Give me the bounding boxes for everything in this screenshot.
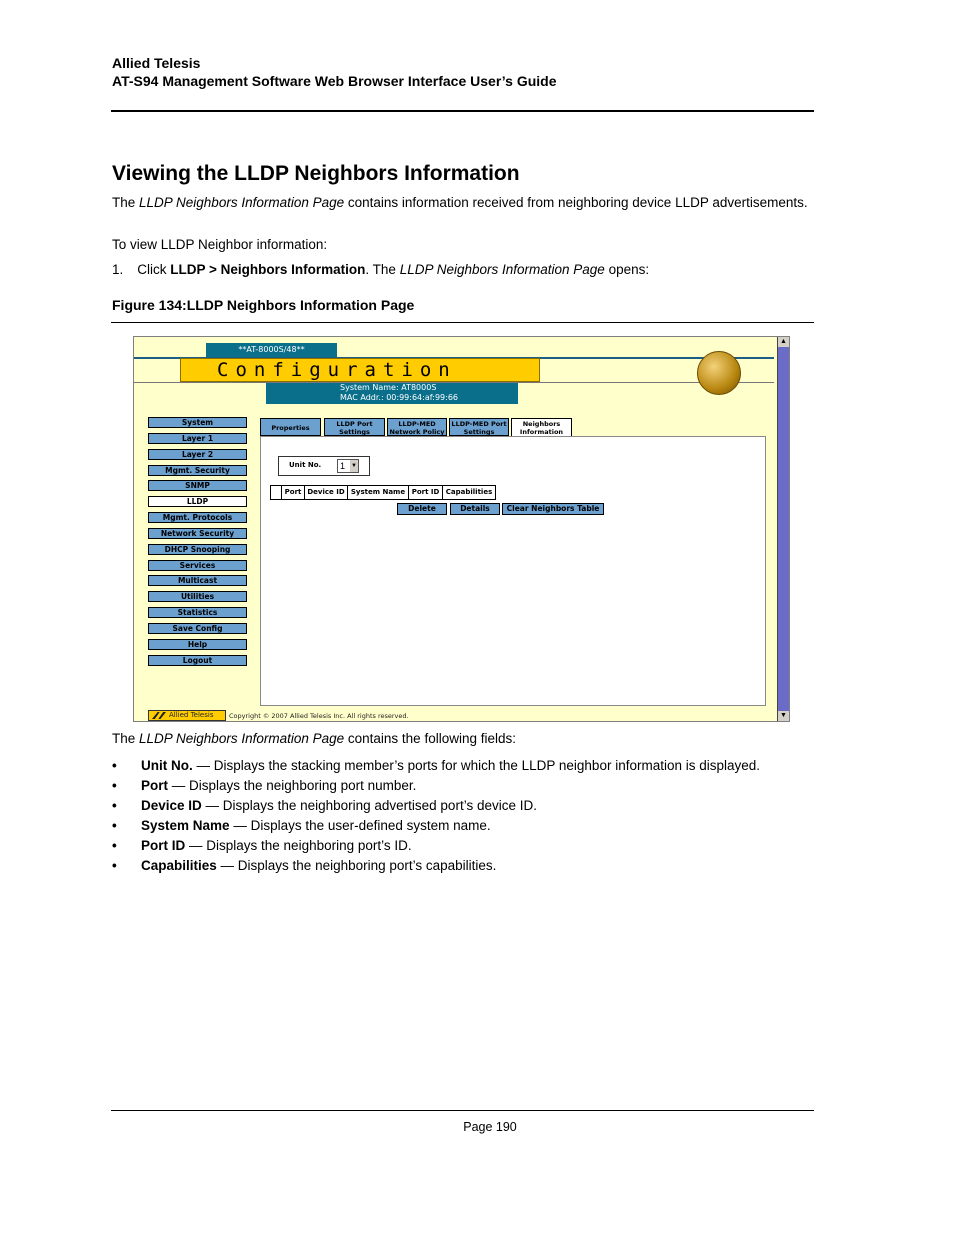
field-item <box>112 757 760 777</box>
menu-item-mgmt-security[interactable]: Mgmt. Security <box>148 465 247 476</box>
tab-label-line2: Network Policy <box>389 428 445 436</box>
field-description: — Displays the neighboring port’s capabilities. <box>216 858 497 874</box>
header-rule <box>111 110 814 112</box>
bullet-icon: • <box>112 798 117 814</box>
globe-icon <box>697 351 741 395</box>
tab-lldp-med[interactable] <box>387 418 447 436</box>
tab-lldp-port[interactable] <box>324 418 385 436</box>
bullet-icon: • <box>112 818 117 834</box>
allied-telesis-logo <box>148 710 226 721</box>
unit-selector-box <box>278 456 370 476</box>
menu-item-help[interactable]: Help <box>148 639 247 650</box>
field-term: Port ID <box>141 838 186 854</box>
menu-item-utilities[interactable]: Utilities <box>148 591 247 602</box>
tab-label-line2: Settings <box>463 428 495 436</box>
step-post: opens: <box>604 262 650 277</box>
field-description: — Displays the neighboring advertised port’s device ID. <box>201 798 537 814</box>
intro-post: contains information received from neighboring device LLDP advertisements. <box>344 195 808 210</box>
intro-pre: The <box>112 195 140 210</box>
guide-title: AT-S94 Management Software Web Browser Interface User’s Guide <box>112 73 557 89</box>
field-item <box>112 817 760 837</box>
clear-neighbors-table-button[interactable]: Clear Neighbors Table <box>502 503 604 515</box>
field-description: — Displays the neighboring port number. <box>168 778 417 794</box>
section-title: Viewing the LLDP Neighbors Information <box>112 162 520 185</box>
bullet-icon: • <box>112 778 117 794</box>
field-item <box>112 797 760 817</box>
bullet-icon: • <box>112 838 117 854</box>
menu-item-statistics[interactable]: Statistics <box>148 607 247 618</box>
field-item <box>112 857 760 877</box>
tab-label-line1: LLDP Port <box>336 420 373 428</box>
menu-item-network-security[interactable]: Network Security <box>148 528 247 539</box>
system-name: System Name: AT8000S <box>340 383 437 392</box>
field-list <box>112 757 760 878</box>
field-item <box>112 837 760 857</box>
field-item <box>112 777 760 797</box>
copyright: Copyright © 2007 Allied Telesis Inc. All rights reserved. <box>229 712 409 720</box>
field-term: Device ID <box>141 798 202 814</box>
mac-address: MAC Addr.: 00:99:64:af:99:66 <box>340 393 458 402</box>
scroll-down-icon[interactable]: ▼ <box>778 711 789 721</box>
menu-item-dhcp-snooping[interactable]: DHCP Snooping <box>148 544 247 555</box>
menu-item-logout[interactable]: Logout <box>148 655 247 666</box>
divider <box>134 382 774 383</box>
tab-label-line2: Information <box>519 428 564 436</box>
tab-label-line1: Neighbors <box>522 420 561 428</box>
field-description: — Displays the stacking member’s ports for which the LLDP neighbor information is displayed. <box>192 758 761 773</box>
logo-text: Allied Telesis <box>169 711 214 719</box>
page-number: Page 190 <box>463 1120 517 1134</box>
field-description: — Displays the neighboring port’s ID. <box>185 838 412 854</box>
column-header-device-id: Device ID <box>304 485 348 500</box>
step-mid: . The <box>365 262 400 277</box>
step-1 <box>112 261 812 278</box>
field-description: — Displays the user-defined system name. <box>229 818 491 834</box>
field-term: Port <box>141 778 168 794</box>
column-header-port: Port <box>281 485 305 500</box>
unit-select[interactable] <box>337 459 359 473</box>
menu-item-system[interactable]: System <box>148 417 247 428</box>
bullet-icon: • <box>112 758 117 773</box>
menu-item-save-config[interactable]: Save Config <box>148 623 247 634</box>
menu-item-layer-1[interactable]: Layer 1 <box>148 433 247 444</box>
tab-neighbors[interactable] <box>511 418 572 437</box>
column-header-capabilities: Capabilities <box>442 485 496 500</box>
fields-intro-em: LLDP Neighbors Information Page <box>139 731 345 746</box>
step-number: 1. <box>112 262 124 277</box>
vertical-scrollbar[interactable] <box>777 337 789 721</box>
company-name: Allied Telesis <box>112 55 201 71</box>
field-term: System Name <box>141 818 230 834</box>
step-em: LLDP Neighbors Information Page <box>399 262 605 277</box>
figure-rule <box>111 322 814 323</box>
to-view-text: To view LLDP Neighbor information: <box>112 237 328 252</box>
field-term: Unit No. <box>141 758 193 773</box>
scroll-up-icon[interactable]: ▲ <box>778 337 789 347</box>
tab-label-line1: Properties <box>271 424 310 432</box>
intro-paragraph <box>112 194 812 211</box>
column-header-port-id: Port ID <box>408 485 443 500</box>
bullet-icon: • <box>112 858 117 874</box>
tab-label-line1: LLDP-MED <box>398 420 436 428</box>
fields-intro <box>112 730 812 747</box>
footer-rule <box>111 1110 814 1111</box>
tab-properties[interactable] <box>260 418 321 436</box>
logo-mark-icon <box>152 712 166 719</box>
intro-em: LLDP Neighbors Information Page <box>139 195 345 210</box>
menu-item-services[interactable]: Services <box>148 560 247 571</box>
field-term: Capabilities <box>141 858 217 874</box>
delete-button[interactable]: Delete <box>397 503 447 515</box>
lldp-neighbors-screenshot <box>133 336 790 722</box>
step-menu-path: LLDP > Neighbors Information <box>170 262 366 277</box>
unit-value: 1 <box>340 461 346 471</box>
figure-caption: Figure 134:LLDP Neighbors Information Page <box>112 297 415 313</box>
system-info <box>266 382 518 404</box>
fields-intro-pre: The <box>112 731 140 746</box>
step-pre: Click <box>137 262 171 277</box>
menu-item-snmp[interactable]: SNMP <box>148 480 247 491</box>
tab-label-line1: LLDP-MED Port <box>451 420 507 428</box>
unit-label: Unit No. <box>289 461 322 469</box>
configuration-title: Configuration <box>180 358 540 382</box>
chevron-down-icon: ▼ <box>350 460 358 472</box>
tab-lldp-med-port[interactable] <box>449 418 509 436</box>
tab-label-line2: Settings <box>339 428 370 436</box>
content-panel <box>260 436 766 706</box>
details-button[interactable]: Details <box>450 503 500 515</box>
menu-item-lldp[interactable]: LLDP <box>148 496 247 507</box>
fields-intro-post: contains the following fields: <box>344 731 516 746</box>
menu-item-multicast[interactable]: Multicast <box>148 575 247 586</box>
device-banner: **AT-8000S/48** <box>206 343 337 357</box>
menu-item-layer-2[interactable]: Layer 2 <box>148 449 247 460</box>
column-header-system-name: System Name <box>347 485 409 500</box>
menu-item-mgmt-protocols[interactable]: Mgmt. Protocols <box>148 512 247 523</box>
